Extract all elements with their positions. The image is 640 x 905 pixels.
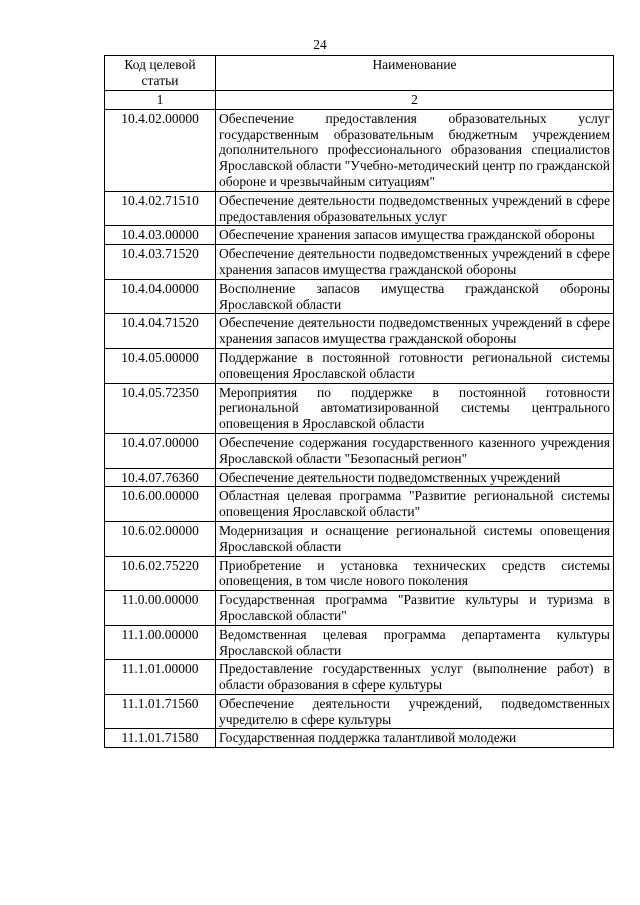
row-code: 10.4.05.00000 <box>105 348 216 383</box>
row-name: Обеспечение хранения запасов имущества гражданской обороны <box>216 226 614 245</box>
row-code: 10.4.07.00000 <box>105 433 216 468</box>
row-code: 10.4.02.71510 <box>105 191 216 226</box>
header-code: Код целевой статьи <box>105 56 216 91</box>
row-code: 11.1.01.00000 <box>105 660 216 695</box>
table-row <box>105 109 614 191</box>
table-row <box>105 314 614 349</box>
column-number-2: 2 <box>216 91 614 110</box>
row-code: 10.4.02.00000 <box>105 109 216 191</box>
table-row <box>105 625 614 660</box>
table-header-row <box>105 56 614 91</box>
table-row <box>105 383 614 433</box>
table-row <box>105 487 614 522</box>
table-row <box>105 694 614 729</box>
table-row <box>105 279 614 314</box>
table-row <box>105 191 614 226</box>
row-code: 11.1.00.00000 <box>105 625 216 660</box>
row-code: 11.0.00.00000 <box>105 591 216 626</box>
table-row <box>105 556 614 591</box>
row-name: Ведомственная целевая программа департамента культуры Ярославской области <box>216 625 614 660</box>
row-code: 10.6.00.00000 <box>105 487 216 522</box>
row-code: 10.4.04.00000 <box>105 279 216 314</box>
table-row <box>105 433 614 468</box>
row-code: 10.4.03.71520 <box>105 245 216 280</box>
row-name: Обеспечение деятельности подведомственных учреждений в сфере предоставления образовательных услуг <box>216 191 614 226</box>
table-row <box>105 591 614 626</box>
row-code: 10.4.03.00000 <box>105 226 216 245</box>
row-name: Приобретение и установка технических средств системы оповещения, в том числе нового поколения <box>216 556 614 591</box>
table-row <box>105 660 614 695</box>
row-code: 10.6.02.00000 <box>105 521 216 556</box>
row-name: Предоставление государственных услуг (выполнение работ) в области образования в сфере культуры <box>216 660 614 695</box>
column-number-row <box>105 91 614 110</box>
row-name: Обеспечение содержания государственного казенного учреждения Ярославской области "Безопасный регион" <box>216 433 614 468</box>
table-row <box>105 729 614 748</box>
row-name: Обеспечение деятельности подведомственных учреждений в сфере хранения запасов имущества гражданской обороны <box>216 245 614 280</box>
row-name: Обеспечение деятельности подведомственных учреждений в сфере хранения запасов имущества гражданской обороны <box>216 314 614 349</box>
table-row <box>105 348 614 383</box>
row-name: Областная целевая программа "Развитие региональной системы оповещения Ярославской области" <box>216 487 614 522</box>
table-row <box>105 226 614 245</box>
row-code: 10.4.04.71520 <box>105 314 216 349</box>
row-code: 10.4.05.72350 <box>105 383 216 433</box>
row-name: Государственная поддержка талантливой молодежи <box>216 729 614 748</box>
row-code: 10.4.07.76360 <box>105 468 216 487</box>
row-code: 10.6.02.75220 <box>105 556 216 591</box>
page-number: 24 <box>313 37 327 52</box>
header-name: Наименование <box>216 56 614 91</box>
row-name: Обеспечение предоставления образовательных услуг государственным образовательным бюджетным учреждением дополнительного профессионального образования специалистов Ярославской области "Учебно-методический центр по гражданской обороне и чрезвычайным ситуациям" <box>216 109 614 191</box>
column-number-1: 1 <box>105 91 216 110</box>
row-name: Мероприятия по поддержке в постоянной готовности региональной автоматизированной системы центрального оповещения в Ярославской области <box>216 383 614 433</box>
table-row <box>105 245 614 280</box>
row-name: Модернизация и оснащение региональной системы оповещения Ярославской области <box>216 521 614 556</box>
row-name: Государственная программа "Развитие культуры и туризма в Ярославской области" <box>216 591 614 626</box>
row-name: Поддержание в постоянной готовности региональной системы оповещения Ярославской области <box>216 348 614 383</box>
row-code: 11.1.01.71560 <box>105 694 216 729</box>
budget-classification-table <box>104 55 614 748</box>
row-name: Обеспечение деятельности учреждений, подведомственных учредителю в сфере культуры <box>216 694 614 729</box>
row-code: 11.1.01.71580 <box>105 729 216 748</box>
row-name: Обеспечение деятельности подведомственных учреждений <box>216 468 614 487</box>
table-row <box>105 521 614 556</box>
row-name: Восполнение запасов имущества гражданской обороны Ярославской области <box>216 279 614 314</box>
table-row <box>105 468 614 487</box>
